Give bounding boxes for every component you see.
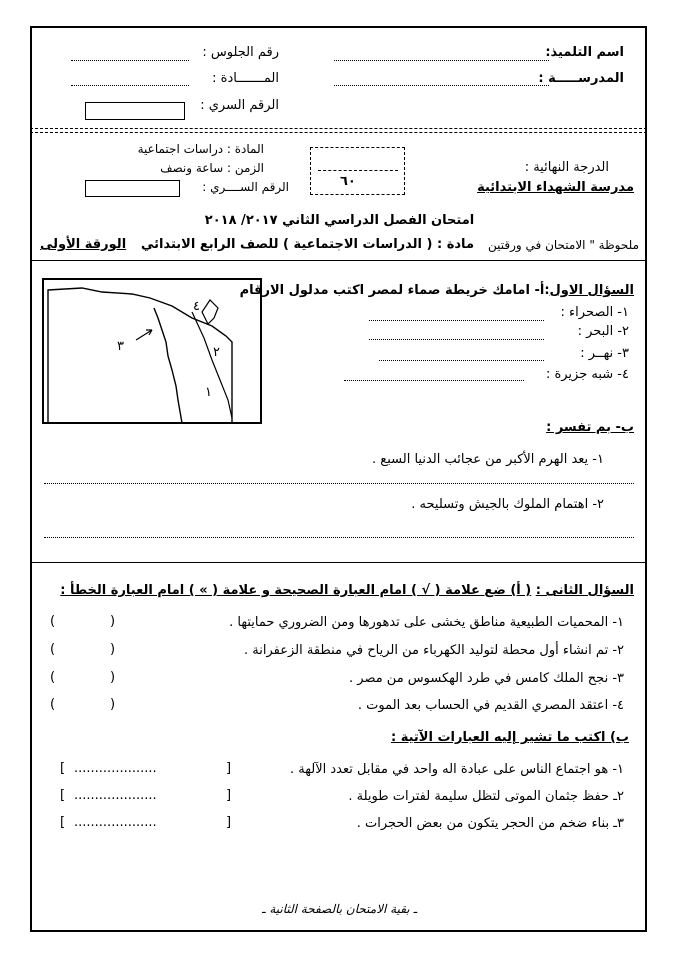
divider <box>30 260 647 261</box>
q1-item-4: ٤- شبه جزيرة : <box>545 367 629 382</box>
q2-def-answer-2[interactable]: .................... <box>74 788 157 803</box>
student-name-field[interactable] <box>334 60 549 61</box>
secret-number-label: الرقم السري : <box>200 98 279 113</box>
q2-def-item-2: ٢ـ حفظ جثمان الموتى لتظل سليمة لفترات طويلة . <box>348 789 624 804</box>
grade-box-divider <box>318 170 398 171</box>
divider <box>30 128 647 133</box>
map-nile <box>154 308 182 423</box>
q2-def-bracket-close-3: ] <box>60 815 66 830</box>
q2-tf-item-3: ٣- نجح الملك كامس في طرد الهكسوس من مصر . <box>349 671 624 686</box>
q1-part-b: ب- بم تفسر : <box>546 420 634 435</box>
map-coast <box>192 312 232 418</box>
school-label: المدرســـــة : <box>538 71 624 86</box>
q2-def-item-1: ١- هو اجتماع الناس على عبادة اله واحد في مقابل تعدد الآلهة . <box>290 762 624 777</box>
final-grade-label: الدرجة النهائية : <box>524 160 609 175</box>
q1-item-2: ٢- البحر : <box>577 324 629 339</box>
continue-note: ـ بقية الامتحان بالصفحة الثانية ـ <box>262 902 417 916</box>
exam-note: ملحوظة " الامتحان في ورقتين <box>488 238 639 252</box>
subject-field[interactable] <box>71 85 189 86</box>
q1-explain-1: ١- يعد الهرم الأكبر من عجائب الدنيا السبع . <box>372 452 604 467</box>
q2-heading-label: السؤال الثانى : <box>535 583 634 598</box>
seat-number-label: رقم الجلوس : <box>202 45 279 60</box>
q2-heading <box>60 583 634 598</box>
student-name-label: اسم التلميذ: <box>545 45 624 60</box>
school-field[interactable] <box>334 85 549 86</box>
q2-def-bracket-close-1: ] <box>60 761 66 776</box>
q2-part-b: ب) اكتب ما تشير إليه العبارات الآتية : <box>390 730 629 745</box>
q2-tf-paren-open-3: ( <box>110 670 116 685</box>
q2-def-bracket-open-2: [ <box>226 788 232 803</box>
q2-def-bracket-open-1: [ <box>226 761 232 776</box>
q1-heading <box>240 283 634 298</box>
q2-tf-item-4: ٤- اعتقد المصري القديم في الحساب بعد الموت . <box>357 698 624 713</box>
seat-number-field[interactable] <box>71 60 189 61</box>
q2-def-answer-3[interactable]: .................... <box>74 815 157 830</box>
secret-number-box[interactable] <box>85 102 185 120</box>
q1-part-a: :أ- امامك خريطة صماء لمصر اكتب مدلول الارقام <box>239 283 550 298</box>
q1-answer-1[interactable] <box>369 320 544 321</box>
map-number-1: ١ <box>205 385 212 400</box>
q1-answer-4[interactable] <box>344 380 524 381</box>
q2-tf-paren-open-4: ( <box>110 697 116 712</box>
map-number-4: ٤ <box>193 299 200 314</box>
q2-tf-paren-open-2: ( <box>110 642 116 657</box>
q1-explain-answer-2[interactable] <box>44 537 634 538</box>
q1-answer-3[interactable] <box>379 360 544 361</box>
q1-explain-2: ٢- اهتمام الملوك بالجيش وتسليحه . <box>411 497 604 512</box>
map-number-3: ٣ <box>117 339 124 354</box>
info-secret-number-box[interactable] <box>85 180 180 197</box>
max-grade: ٦٠ <box>340 174 356 189</box>
q2-tf-paren-close-2[interactable]: ) <box>50 642 56 657</box>
q2-def-bracket-close-2: ] <box>60 788 66 803</box>
info-secret-number-label: الرقم الســــري : <box>202 180 289 194</box>
q1-item-3: ٣- نهــر : <box>580 346 629 361</box>
q2-def-item-3: ٣ـ بناء ضخم من الحجر يتكون من بعض الحجرات . <box>356 816 624 831</box>
q2-tf-paren-close-1[interactable]: ) <box>50 614 56 629</box>
exam-title: امتحان الفصل الدراسي الثاني ٢٠١٧/ ٢٠١٨ <box>204 213 475 228</box>
q2-def-answer-1[interactable]: .................... <box>74 761 157 776</box>
q2-part-a: ( أ) ضع علامة ( √ ) امام العبارة الصحيحة و علامة ( » ) امام العبارة الخطأ : <box>60 583 532 598</box>
map-number-2: ٢ <box>213 345 220 360</box>
info-time: الزمن : ساعة ونصف <box>160 161 264 175</box>
q2-tf-paren-close-4[interactable]: ) <box>50 697 56 712</box>
school-name: مدرسة الشهداء الابتدائية <box>477 180 634 195</box>
q2-def-bracket-open-3: [ <box>226 815 232 830</box>
q2-tf-paren-open-1: ( <box>110 614 116 629</box>
info-subject: المادة : دراسات اجتماعية <box>137 142 264 156</box>
q2-tf-item-1: ١- المحميات الطبيعية مناطق يخشى على تدهورها ومن الضروري حمايتها . <box>229 615 624 630</box>
divider <box>30 562 647 563</box>
subject-label: المـــــــادة : <box>212 71 279 86</box>
q1-answer-2[interactable] <box>369 339 544 340</box>
q1-heading-label: السؤال الاول <box>549 283 634 298</box>
egypt-map <box>42 278 262 424</box>
grade-box <box>310 147 405 195</box>
map-sinai <box>202 300 218 324</box>
paper-number: الورقة الأولى <box>40 237 127 252</box>
exam-subject-line: مادة : ( الدراسات الاجتماعية ) للصف الرابع الابتدائي <box>140 237 474 252</box>
q1-item-1: ١- الصحراء : <box>560 305 629 320</box>
q2-tf-item-2: ٢- تم انشاء أول محطة لتوليد الكهرباء من الرياح في منطقة الزعفرانة . <box>244 643 624 658</box>
q1-explain-answer-1[interactable] <box>44 483 634 484</box>
q2-tf-paren-close-3[interactable]: ) <box>50 670 56 685</box>
